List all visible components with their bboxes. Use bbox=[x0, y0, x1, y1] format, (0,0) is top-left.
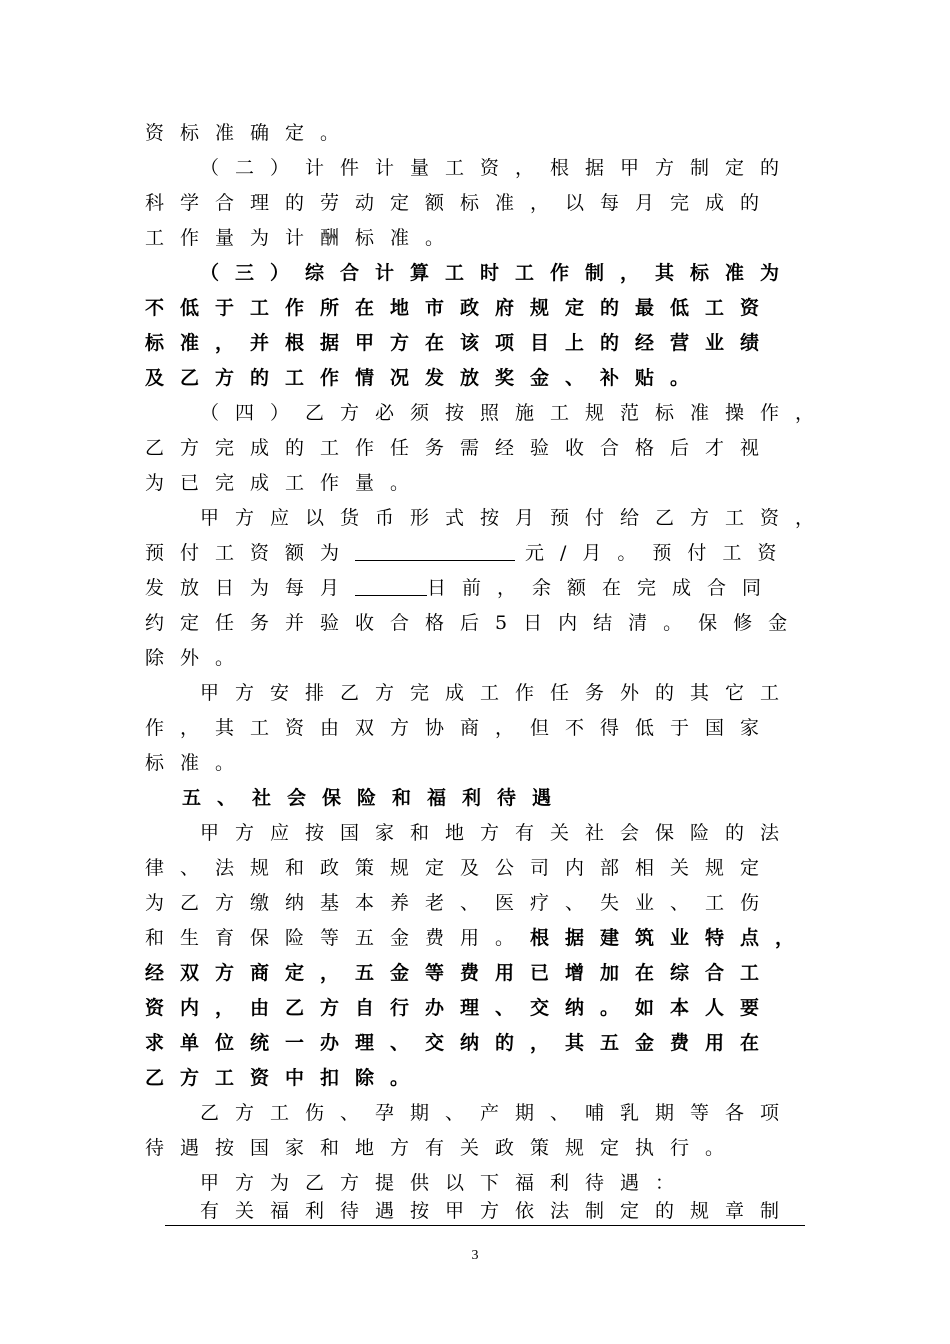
text-line: 为乙方缴纳基本养老、医疗、失业、工伤 bbox=[145, 892, 776, 914]
text-segment: 预付工资额为 bbox=[145, 542, 356, 564]
pay-day-blank[interactable] bbox=[355, 577, 427, 596]
text-line: 作，其工资由双方协商，但不得低于国家 bbox=[145, 717, 776, 739]
text-segment: 元/月。预付工资 bbox=[525, 542, 793, 564]
text-segment: 和生育保险等五金费用。 bbox=[145, 927, 531, 949]
text-line bbox=[145, 923, 811, 953]
bold-text-line: 不低于工作所在地市政府规定的最低工资 bbox=[145, 297, 776, 319]
text-line: 除外。 bbox=[145, 647, 251, 669]
text-line: 乙方完成的工作任务需经验收合格后才视 bbox=[145, 437, 776, 459]
bold-text-line: 经双方商定，五金等费用已增加在综合工 bbox=[145, 962, 776, 984]
text-line: 甲方安排乙方完成工作任务外的其它工 bbox=[200, 682, 796, 704]
text-line bbox=[145, 538, 795, 568]
text-line: 甲方应以货币形式按月预付给乙方工资， bbox=[200, 507, 831, 529]
wage-amount-blank[interactable] bbox=[355, 542, 515, 561]
text-line: 工作量为计酬标准。 bbox=[145, 227, 461, 249]
text-line: （四）乙方必须按照施工规范标准操作， bbox=[200, 402, 831, 424]
text-line: 为已完成工作量。 bbox=[145, 472, 426, 494]
text-line: 甲方应按国家和地方有关社会保险的法 bbox=[200, 822, 796, 844]
bold-text-line: 乙方工资中扣除。 bbox=[145, 1067, 426, 1089]
text-segment: 日前，余额在完成合同 bbox=[427, 577, 778, 599]
bold-text-segment: 根据建筑业特点， bbox=[530, 927, 811, 949]
text-line: 约定任务并验收合格后5日内结清。保修金 bbox=[145, 612, 804, 634]
text-line: 待遇按国家和地方有关政策规定执行。 bbox=[145, 1137, 741, 1159]
text-line: 资标准确定。 bbox=[145, 122, 356, 144]
bold-text-line: 及乙方的工作情况发放奖金、补贴。 bbox=[145, 367, 706, 389]
section-heading: 五、社会保险和福利待遇 bbox=[182, 787, 568, 809]
text-line: （二）计件计量工资，根据甲方制定的 bbox=[200, 157, 796, 179]
bold-text-line: （三）综合计算工时工作制，其标准为 bbox=[200, 262, 796, 284]
text-line: 律、法规和政策规定及公司内部相关规定 bbox=[145, 857, 776, 879]
bold-text-line: 资内，由乙方自行办理、交纳。如本人要 bbox=[145, 997, 776, 1019]
text-line: 乙方工伤、孕期、产期、哺乳期等各项 bbox=[200, 1102, 796, 1124]
text-segment: 发放日为每月 bbox=[145, 577, 356, 599]
bold-text-line: 求单位统一办理、交纳的，其五金费用在 bbox=[145, 1032, 776, 1054]
text-line: 甲方为乙方提供以下福利待遇： bbox=[200, 1172, 691, 1194]
bold-text-line: 标准，并根据甲方在该项目上的经营业绩 bbox=[145, 332, 776, 354]
page-number: 3 bbox=[471, 1248, 479, 1263]
underlined-welfare-line[interactable]: 有关福利待遇按甲方依法制定的规章制 bbox=[165, 1196, 805, 1226]
text-line: 科学合理的劳动定额标准，以每月完成的 bbox=[145, 192, 776, 214]
text-line bbox=[145, 573, 795, 603]
text-line: 标准。 bbox=[145, 752, 251, 774]
